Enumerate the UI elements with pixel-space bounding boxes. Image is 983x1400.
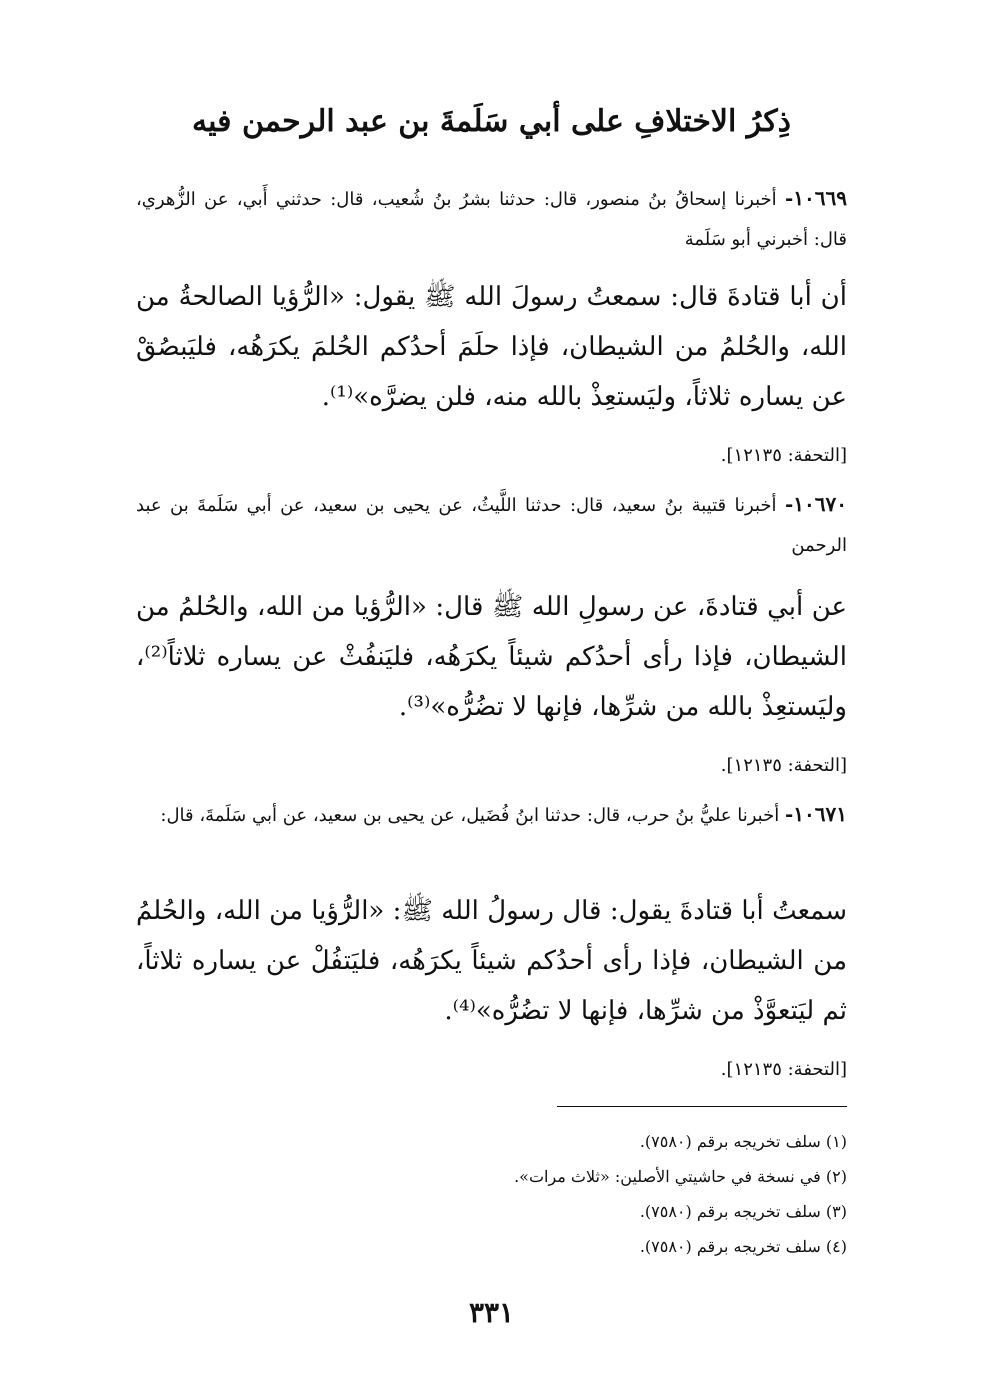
hadith-text: عن أبي قتادةَ، عن رسولِ الله ﷺ قال: «الرُّؤيا من الله، والحُلمُ من الشيطان، فإذا رأى أحدُكم شيئاً يكرَهُه، فليَنفُثْ عن يساره ثلاثاً⁽²⁾، وليَستعِذْ بالله من شرِّها، فإنها لا تضُرُّه»⁽³⁾. [136, 592, 847, 722]
footnote-divider [557, 1106, 847, 1107]
footnote: (١) سلف تخريجه برقم (٧٥٨٠). [639, 1132, 847, 1151]
hadith-chain [136, 178, 847, 260]
chain-text: أخبرنا عليُّ بنُ حرب، قال: حدثنا ابنُ فُضَيل، عن يحيى بن سعيد، عن أبي سَلَمةَ، قال: [160, 805, 780, 826]
chain-text: أخبرنا إسحاقُ بنُ منصور، قال: حدثنا بشرُ بنُ شُعيب، قال: حدثني أَبي، عن الزُّهري، قال: أخبرني أبو سَلَمة [136, 189, 847, 250]
hadith-chain [136, 484, 847, 566]
page-number: ٣٣١ [468, 1296, 515, 1329]
section-title: ذِكرُ الاختلافِ على أبي سَلَمةَ بن عبد الرحمن فيه [192, 104, 791, 139]
footnote: (٤) سلف تخريجه برقم (٧٥٨٠). [639, 1237, 847, 1256]
tuhfa-reference: [التحفة: ١٢١٣٥]. [720, 755, 847, 776]
footnote: (٢) في نسخة في حاشيتي الأصلين: «ثلاث مرات». [514, 1167, 847, 1186]
hadith-number: ١٠٦٦٩- [784, 186, 847, 210]
hadith-text: أن أبا قتادةَ قال: سمعتُ رسولَ الله ﷺ يقول: «الرُّؤيا الصالحةُ من الله، والحُلمُ من الشيطان، فإذا حلَمَ أحدُكم الحُلمَ يكرَهُه، فليَبصُقْ عن يساره ثلاثاً، وليَستعِذْ بالله منه، فلن يضرَّه»⁽¹⁾. [136, 282, 847, 412]
hadith-text: سمعتُ أبا قتادةَ يقول: قال رسولُ الله ﷺ: «الرُّؤيا من الله، والحُلمُ من الشيطان، فإذا رأى أحدُكم شيئاً يكرَهُه، فليَتفُلْ عن يساره ثلاثاً، ثم ليَتعوَّذْ من شرِّها، فإنها لا تضُرُّه»⁽⁴⁾. [136, 896, 847, 1026]
tuhfa-reference: [التحفة: ١٢١٣٥]. [720, 445, 847, 466]
tuhfa-reference: [التحفة: ١٢١٣٥]. [720, 1059, 847, 1080]
hadith-number: ١٠٦٧٠- [784, 492, 847, 516]
footnote: (٣) سلف تخريجه برقم (٧٥٨٠). [639, 1202, 847, 1221]
hadith-number: ١٠٦٧١- [784, 802, 847, 826]
chain-text: أخبرنا قتيبة بنُ سعيد، قال: حدثنا اللَّيثُ، عن يحيى بن سعيد، عن أبي سَلَمةَ بن عبد الرحمن [136, 495, 847, 556]
footnotes-list [136, 1124, 847, 1264]
hadith-chain [136, 794, 847, 836]
